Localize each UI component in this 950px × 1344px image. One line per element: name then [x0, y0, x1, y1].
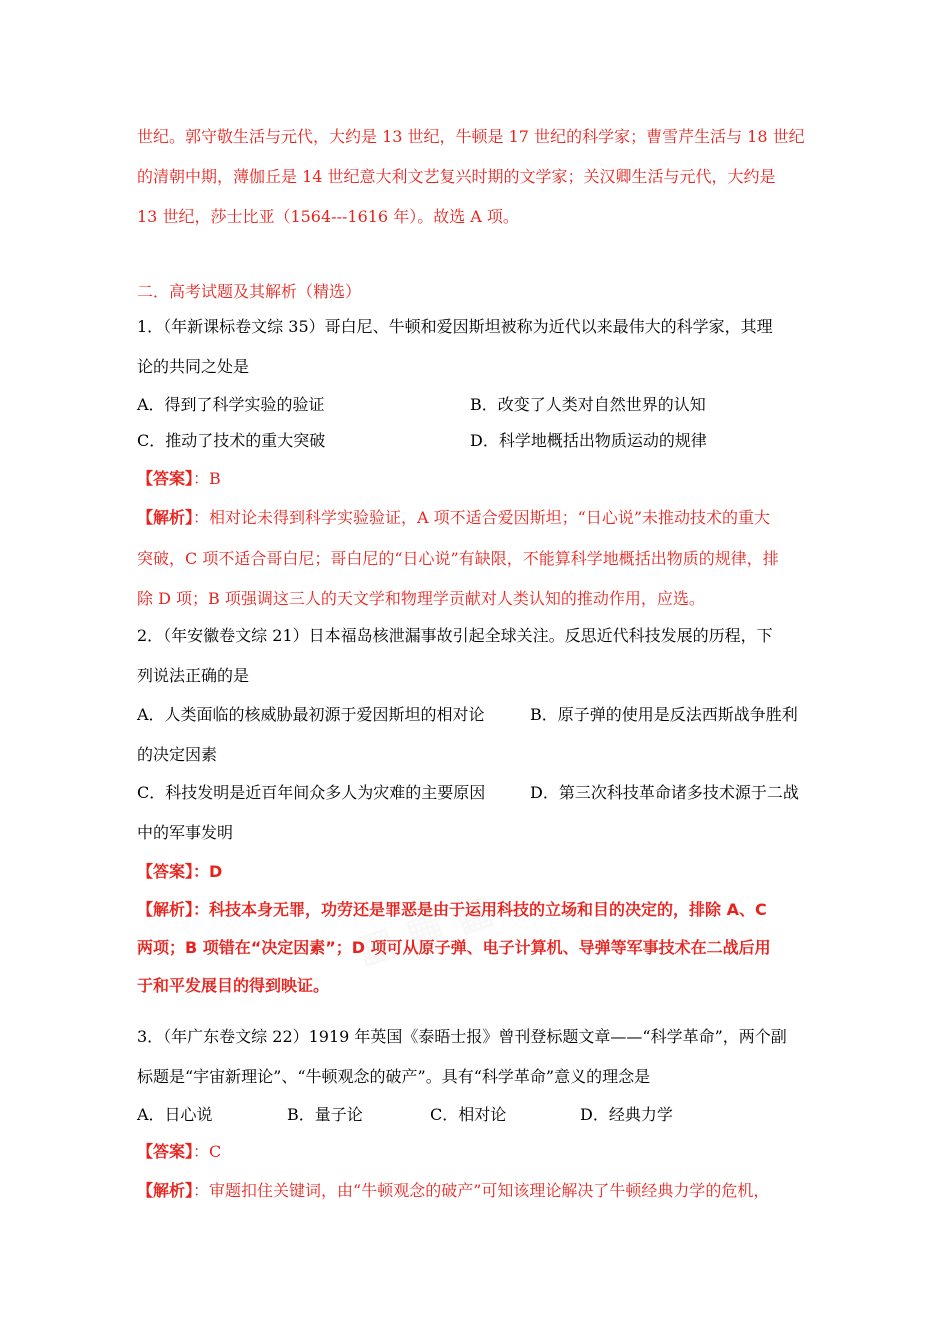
q1-analysis-line-1	[137, 507, 770, 529]
q1-answer-tag: 【答案】	[137, 469, 194, 488]
q2-answer	[137, 861, 222, 883]
q1-option-c: C．推动了技术的重大突破	[137, 431, 326, 450]
q1-analysis-line-3: 除 D 项；B 项强调这三人的天文学和物理学贡献对人类认知的推动作用，应选。	[137, 589, 705, 608]
q3-option-c: C．相对论	[430, 1105, 507, 1124]
q3-stem-line-1: 3．（年广东卷文综 22）1919 年英国《泰晤士报》曾刊登标题文章——“科学革命”，两个副	[137, 1027, 787, 1046]
q3-analysis-line-1	[137, 1180, 769, 1202]
intro-line-3: 13 世纪，莎士比亚（1564---1616 年）。故选 A 项。	[137, 207, 519, 226]
watermark: ▦ ▦ ▦	[350, 885, 499, 973]
q2-option-d: D．第三次科技革命诸多技术源于二战	[530, 783, 799, 802]
q2-analysis-tag: 【解析】	[137, 900, 194, 919]
section-title: 二．高考试题及其解析（精选）	[137, 282, 362, 301]
q3-answer-value: ：C	[193, 1142, 222, 1161]
q2-analysis-text-1: ：科技本身无罪，功劳还是罪恶是由于运用科技的立场和目的决定的，排除 A、C	[193, 900, 767, 919]
q1-answer	[137, 468, 221, 490]
q3-stem-line-2: 标题是“宇宙新理论”、“牛顿观念的破产”。具有“科学革命”意义的理念是	[137, 1067, 651, 1086]
q3-option-d: D．经典力学	[580, 1105, 673, 1124]
q1-answer-value: ：B	[193, 469, 221, 488]
q3-option-a: A．日心说	[137, 1105, 213, 1124]
q2-answer-tag: 【答案】	[137, 862, 194, 881]
q1-analysis-line-2: 突破，C 项不适合哥白尼；哥白尼的“日心说”有缺限，不能算科学地概括出物质的规律，排	[137, 549, 779, 568]
q2-option-b-cont: 的决定因素	[137, 745, 218, 764]
q3-option-b: B．量子论	[287, 1105, 363, 1124]
q2-analysis-line-2: 两项；B 项错在“决定因素”；D 项可从原子弹、电子计算机、导弹等军事技术在二战后用	[137, 938, 771, 957]
q3-analysis-text-1: ：审题扣住关键词，由“牛顿观念的破产”可知该理论解决了牛顿经典力学的危机，	[193, 1181, 770, 1200]
intro-line-2: 的清朝中期，薄伽丘是 14 世纪意大利文艺复兴时期的文学家；关汉卿生活与元代，大约是	[137, 167, 776, 186]
q2-answer-value: ：D	[193, 862, 223, 881]
q2-option-c: C．科技发明是近百年间众多人为灾难的主要原因	[137, 783, 486, 802]
q3-answer-tag: 【答案】	[137, 1142, 194, 1161]
q1-option-a: A．得到了科学实验的验证	[137, 395, 325, 414]
q1-stem-line-1: 1．（年新课标卷文综 35）哥白尼、牛顿和爱因斯坦被称为近代以来最伟大的科学家，其理	[137, 317, 773, 336]
q1-analysis-text-1: ：相对论未得到科学实验验证，A 项不适合爱因斯坦；“日心说”未推动技术的重大	[193, 508, 771, 527]
q3-analysis-tag: 【解析】	[137, 1181, 194, 1200]
q1-analysis-tag: 【解析】	[137, 508, 194, 527]
q2-option-a: A．人类面临的核威胁最初源于爱因斯坦的相对论	[137, 705, 485, 724]
q2-stem-line-2: 列说法正确的是	[137, 666, 250, 685]
q2-option-d-cont: 中的军事发明	[137, 823, 234, 842]
q1-option-d: D．科学地概括出物质运动的规律	[470, 431, 707, 450]
intro-line-1: 世纪。郭守敬生活与元代，大约是 13 世纪，牛顿是 17 世纪的科学家；曹雪芹生活与 18 世纪	[137, 127, 805, 146]
q1-stem-line-2: 论的共同之处是	[137, 357, 250, 376]
q2-option-b: B．原子弹的使用是反法西斯战争胜利	[530, 705, 798, 724]
q3-answer	[137, 1141, 221, 1163]
q2-stem-line-1: 2．（年安徽卷文综 21）日本福岛核泄漏事故引起全球关注。反思近代科技发展的历程，下	[137, 626, 773, 645]
q2-analysis-line-3: 于和平发展目的得到映证。	[137, 976, 330, 995]
q1-option-b: B．改变了人类对自然世界的认知	[470, 395, 706, 414]
